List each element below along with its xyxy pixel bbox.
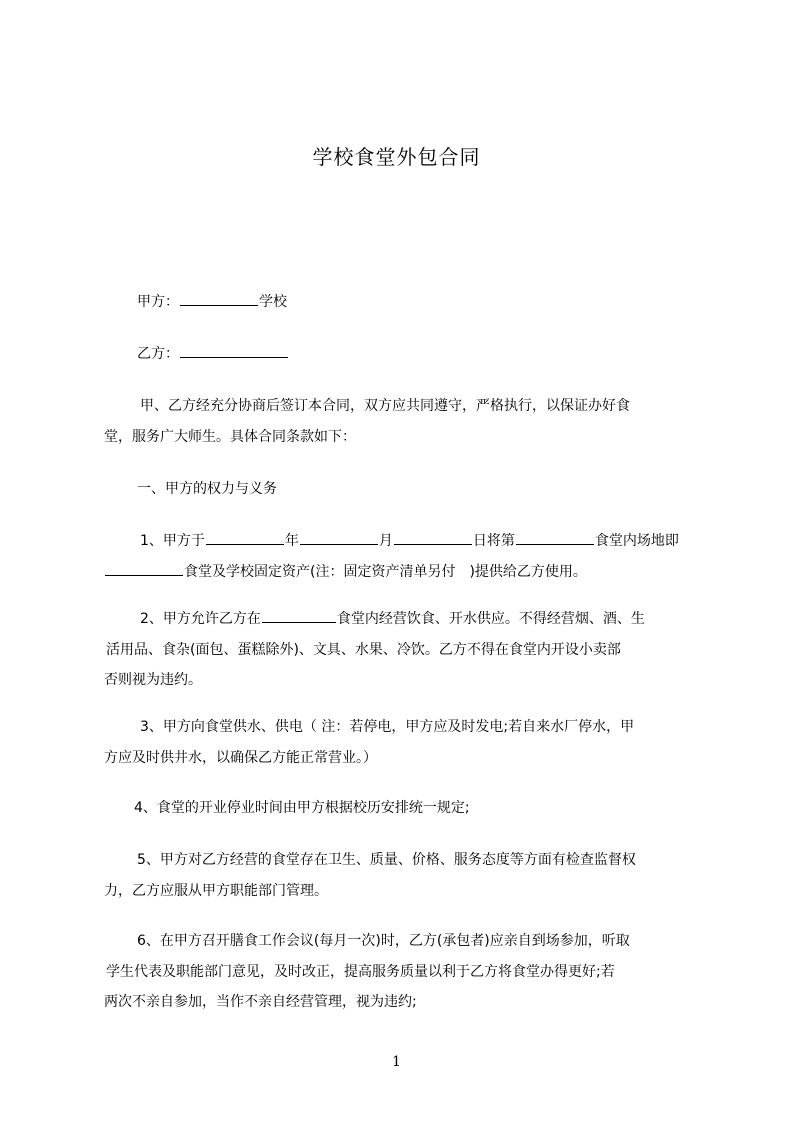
party-b-blank [180,343,288,358]
clause-6-line-2: 学生代表及职能部门意见，及时改正，提高服务质量以利于乙方将食堂办得更好;若 [106,963,615,980]
day-blank [394,530,472,545]
clause-2-blank [262,608,336,623]
clause-1 [104,526,724,587]
clause-2-line-1 [104,604,724,635]
canteen-number-blank [516,530,594,545]
clause-1-text-a: 1、甲方于 [140,533,205,549]
intro-line-1: 甲、乙方经充分协商后签订本合同，双方应共同遵守，严格执行，以保证办好食 [140,398,630,414]
clause-3-line-2: 方应及时供井水，以确保乙方能正常营业。） [104,749,377,766]
page-number: 1 [392,1054,401,1070]
clause-1-line-1 [104,526,724,557]
month-blank [300,530,378,545]
clause-3-line-1: 3、甲方向食堂供水、供电（ 注：若停电，甲方应及时发电;若自来水厂停水，甲 [140,719,635,735]
clause-1-text-e: 食堂内场地即 [594,533,679,549]
intro-line-2: 堂，服务广大师生。具体合同条款如下： [104,428,356,445]
clause-6-line-1: 6、在甲方召开膳食工作会议(每月一次)时，乙方(承包者)应亲自到场参加，听取 [137,933,630,949]
year-blank-1 [206,530,284,545]
section-heading-1: 一、甲方的权力与义务 [137,481,277,497]
clause-2-text-a: 2、甲方允许乙方在 [140,611,261,627]
clause-1-text-d: 日将第 [472,533,515,549]
clause-2-line-2: 活用品、食杂(面包、蛋糕除外)、文具、水果、冷饮。乙方不得在食堂内开设小卖部 [106,641,621,658]
clause-2 [104,604,724,696]
party-a-suffix: 学校 [259,294,287,310]
clause-5-line-2: 力，乙方应服从甲方职能部门管理。 [104,882,328,899]
clause-1-text-c: 月 [378,533,393,549]
party-b-label: 乙方： [137,346,179,362]
clause-1-text-b: 年 [284,533,299,549]
clause-4: 4、食堂的开业停业时间由甲方根据校历安排统一规定; [134,800,470,816]
clause-6 [104,926,724,1018]
party-a-line [137,287,757,318]
party-a-blank [180,291,258,306]
clause-5-line-1: 5、甲方对乙方经营的食堂存在卫生、质量、价格、服务态度等方面有检查监督权 [137,852,636,868]
clause-5 [104,845,724,906]
party-a-label: 甲方： [137,294,179,310]
intro-paragraph [104,391,724,452]
clause-3 [104,712,724,773]
canteen-name-blank [105,561,183,576]
clause-1-text-f: 食堂及学校固定资产(注：固定资产清单另付 )提供给乙方使用。 [184,563,587,580]
clause-2-line-3: 否则视为违约。 [104,672,202,688]
clause-1-line-2 [104,557,724,588]
clause-2-text-b: 食堂内经营饮食、开水供应。不得经营烟、酒、生 [336,611,645,627]
party-b-line [137,339,757,370]
page-title: 学校食堂外包合同 [312,145,481,169]
clause-6-line-3: 两次不亲自参加，当作不亲自经营管理，视为违约; [104,994,417,1010]
